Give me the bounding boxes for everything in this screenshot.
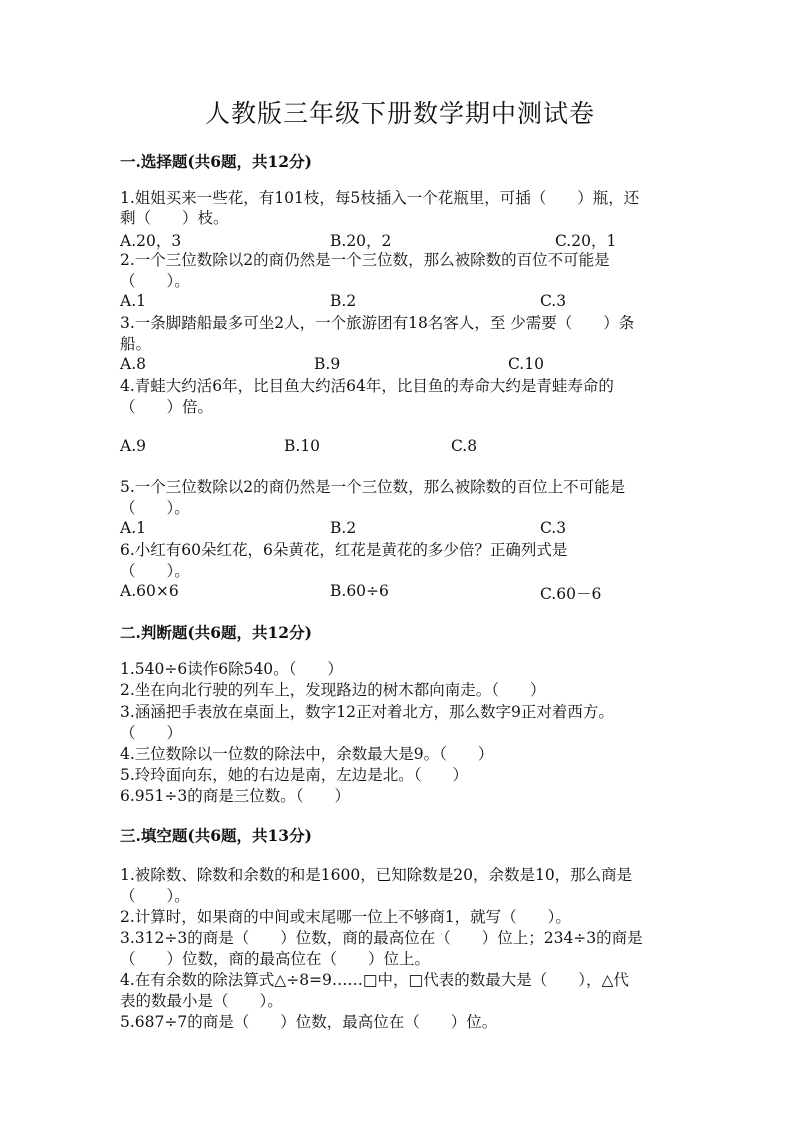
- section1-heading: 一.选择题(共6题，共12分): [120, 152, 312, 171]
- s1-q2-option-a: A.1: [120, 292, 146, 310]
- s1-q5-option-a: A.1: [120, 519, 146, 537]
- s1-q6-line1: 6.小红有60朵红花，6朵黄花，红花是黄花的多少倍？正确列式是: [120, 541, 568, 559]
- s1-q1-option-a: A.20，3: [120, 232, 182, 250]
- s2-q2: 2.坐在向北行驶的列车上，发现路边的树木都向南走。（ ）: [120, 681, 546, 699]
- s1-q4-option-c: C.8: [451, 437, 478, 455]
- s1-q1-option-c: C.20，1: [555, 232, 617, 250]
- s1-q1-line2: 剩（ ）枝。: [120, 209, 229, 227]
- s1-q5-line1: 5.一个三位数除以2的商仍然是一个三位数，那么被除数的百位上不可能是: [120, 478, 626, 496]
- s3-q3-line1: 3.312÷3的商是（ ）位数，商的最高位在（ ）位上；234÷3的商是: [120, 929, 643, 947]
- s1-q2-option-c: C.3: [540, 292, 567, 310]
- s3-q4-line1: 4.在有余数的除法算式△÷8=9……□中，□代表的数最大是（ ），△代: [120, 971, 629, 989]
- s1-q4-option-b: B.10: [284, 437, 321, 455]
- s1-q3-option-c: C.10: [508, 355, 544, 373]
- s2-q1: 1.540÷6读作6除540。（ ）: [120, 660, 343, 678]
- s1-q2-option-b: B.2: [330, 292, 357, 310]
- s3-q4-line2: 表的数最小是（ ）。: [120, 992, 283, 1010]
- s1-q4-option-a: A.9: [120, 437, 146, 455]
- s2-q3-line1: 3.涵涵把手表放在桌面上，数字12正对着北方，那么数字9正对着西方。: [120, 703, 614, 721]
- s1-q5-option-c: C.3: [540, 519, 567, 537]
- s2-q4: 4.三位数除以一位数的除法中，余数最大是9。（ ）: [120, 745, 494, 763]
- s1-q3-option-b: B.9: [314, 355, 341, 373]
- s3-q5: 5.687÷7的商是（ ）位数，最高位在（ ）位。: [120, 1013, 498, 1031]
- s1-q2-line2: （ ）。: [120, 272, 190, 290]
- s1-q4-line2: （ ）倍。: [120, 398, 214, 416]
- s1-q4-line1: 4.青蛙大约活6年，比目鱼大约活64年，比目鱼的寿命大约是青蛙寿命的: [120, 377, 614, 395]
- s1-q2-line1: 2.一个三位数除以2的商仍然是一个三位数，那么被除数的百位不可能是: [120, 251, 610, 269]
- s2-q3-line2: （ ）: [120, 724, 183, 742]
- s1-q1-line1: 1.姐姐买来一些花，有101枝，每5枝插入一个花瓶里，可插（ ）瓶，还: [120, 189, 640, 207]
- s3-q1-line2: （ ）。: [120, 887, 190, 905]
- s2-q6: 6.951÷3的商是三位数。（ ）: [120, 787, 350, 805]
- exam-title: 人教版三年级下册数学期中测试卷: [204, 99, 595, 128]
- section3-heading: 三.填空题(共6题，共13分): [120, 826, 312, 845]
- s3-q1-line1: 1.被除数、除数和余数的和是1600，已知除数是20，余数是10，那么商是: [120, 866, 633, 884]
- s2-q5: 5.玲玲面向东，她的右边是南，左边是北。（ ）: [120, 766, 469, 784]
- section2-heading: 二.判断题(共6题，共12分): [120, 623, 312, 642]
- s1-q1-option-b: B.20，2: [330, 232, 392, 250]
- s1-q6-option-a: A.60×6: [120, 582, 179, 600]
- s3-q2: 2.计算时，如果商的中间或末尾哪一位上不够商1，就写（ ）。: [120, 908, 571, 926]
- s1-q5-line2: （ ）。: [120, 499, 190, 517]
- s1-q3-option-a: A.8: [120, 355, 146, 373]
- s1-q3-line1: 3.一条脚踏船最多可坐2人，一个旅游团有18名客人，至 少需要（ ）条: [120, 314, 635, 332]
- s1-q3-line2: 船。: [120, 335, 152, 353]
- s3-q3-line2: （ ）位数，商的最高位在（ ）位上。: [120, 950, 431, 968]
- s1-q6-option-b: B.60÷6: [330, 582, 389, 600]
- s1-q5-option-b: B.2: [330, 519, 357, 537]
- s1-q6-line2: （ ）。: [120, 562, 190, 580]
- s1-q6-option-c: C.60－6: [540, 585, 602, 603]
